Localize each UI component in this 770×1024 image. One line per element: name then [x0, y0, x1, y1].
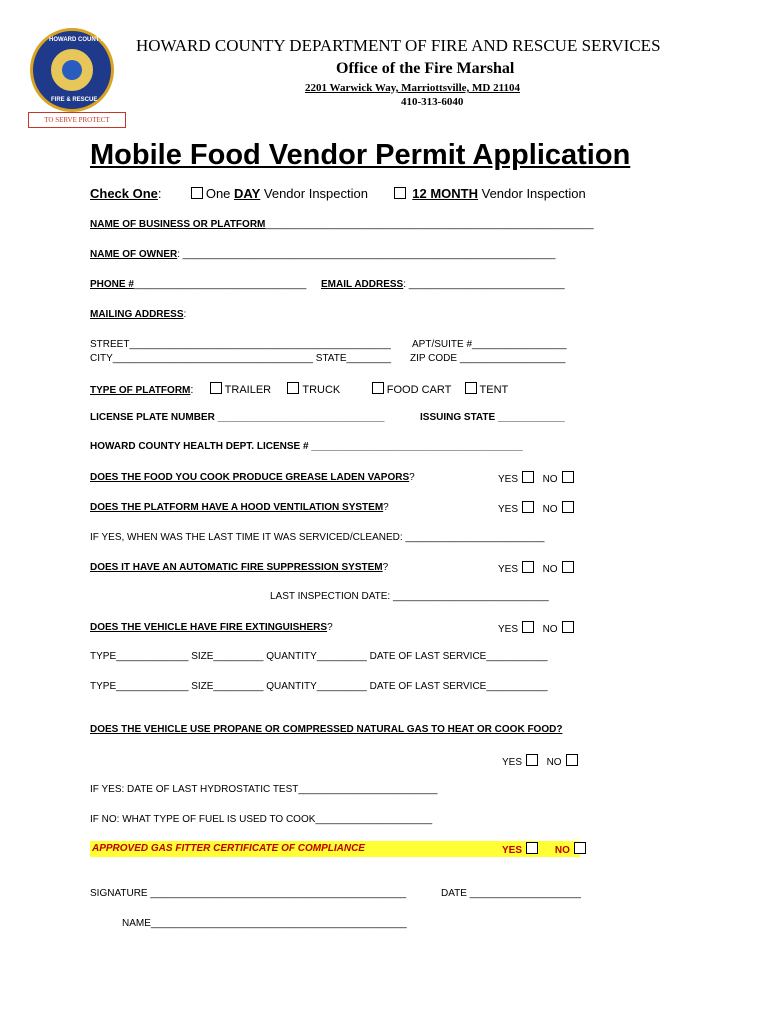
twelve-month-checkbox[interactable]	[394, 187, 406, 199]
check-one-row: Check One: One DAY Vendor Inspection 12 MONTH Vendor Inspection	[90, 186, 586, 201]
one-day-checkbox[interactable]	[191, 187, 203, 199]
seal-emblem	[49, 47, 95, 93]
email-field[interactable]: EMAIL ADDRESS: ____________________________	[321, 279, 565, 290]
street-field[interactable]: STREET_______________________________________________	[90, 339, 391, 350]
hood-yes-no: YES NO	[498, 501, 577, 515]
gas-fitter-question: APPROVED GAS FITTER CERTIFICATE OF COMPLIANCE	[92, 843, 365, 854]
gas-fitter-yes-checkbox[interactable]	[526, 842, 538, 854]
gas-fitter-no-checkbox[interactable]	[574, 842, 586, 854]
propane-yes-no: YES NO	[502, 754, 581, 768]
gas-fitter-yes-no: YES NO	[502, 842, 589, 856]
signature-field[interactable]: SIGNATURE ______________________________________________	[90, 888, 407, 899]
hood-question: DOES THE PLATFORM HAVE A HOOD VENTILATION SYSTEM?	[90, 502, 389, 513]
extinguishers-yes-checkbox[interactable]	[522, 621, 534, 633]
suppression-yes-no: YES NO	[498, 561, 577, 575]
page-title: Mobile Food Vendor Permit Application	[90, 139, 631, 171]
county-seal	[30, 28, 114, 112]
phone-field[interactable]: PHONE #_______________________________	[90, 279, 307, 290]
propane-yes-checkbox[interactable]	[526, 754, 538, 766]
printed-name-field[interactable]: NAME______________________________________________	[122, 918, 407, 929]
grease-question: DOES THE FOOD YOU COOK PRODUCE GREASE LADEN VAPORS?	[90, 472, 415, 483]
tent-checkbox[interactable]	[465, 382, 477, 394]
extinguishers-no-checkbox[interactable]	[562, 621, 574, 633]
mailing-address-label: MAILING ADDRESS:	[90, 309, 187, 320]
food-cart-checkbox[interactable]	[372, 382, 384, 394]
apt-suite-field[interactable]: APT/SUITE #_________________	[412, 339, 567, 350]
owner-name-field[interactable]: NAME OF OWNER: ___________________________________________________________________	[90, 249, 556, 260]
check-one-label: Check One	[90, 186, 158, 201]
zip-code-field[interactable]: ZIP CODE ___________________	[410, 353, 566, 364]
seal-top-text: HOWARD COUNTY	[49, 37, 104, 43]
serviced-date-field[interactable]: IF YES, WHEN WAS THE LAST TIME IT WAS SERVICED/CLEANED: _________________________	[90, 532, 545, 543]
hood-no-checkbox[interactable]	[562, 501, 574, 513]
office-address: 2201 Warwick Way, Marriottsville, MD 21104	[305, 82, 520, 94]
office-phone: 410-313-6040	[401, 96, 464, 108]
extinguishers-yes-no: YES NO	[498, 621, 577, 635]
propane-question: DOES THE VEHICLE USE PROPANE OR COMPRESSED NATURAL GAS TO HEAT OR COOK FOOD?	[90, 724, 563, 735]
extinguishers-question: DOES THE VEHICLE HAVE FIRE EXTINGUISHERS?	[90, 622, 333, 633]
truck-checkbox[interactable]	[287, 382, 299, 394]
license-plate-field[interactable]: LICENSE PLATE NUMBER ______________________________	[90, 412, 385, 423]
seal-bottom-text: FIRE & RESCUE	[51, 97, 98, 103]
issuing-state-field[interactable]: ISSUING STATE ____________	[420, 412, 565, 423]
grease-no-checkbox[interactable]	[562, 471, 574, 483]
platform-type-row: TYPE OF PLATFORM: TRAILER TRUCK FOOD CART TENT	[90, 384, 509, 396]
last-inspection-date-field[interactable]: LAST INSPECTION DATE: ____________________________	[270, 591, 549, 602]
city-state-field[interactable]: CITY____________________________________ STATE________	[90, 353, 392, 364]
department-name: HOWARD COUNTY DEPARTMENT OF FIRE AND RESCUE SERVICES	[136, 36, 661, 55]
fuel-type-field[interactable]: IF NO: WHAT TYPE OF FUEL IS USED TO COOK_____________________	[90, 814, 433, 825]
business-name-field[interactable]: NAME OF BUSINESS OR PLATFORM___________________________________________________________	[90, 219, 594, 230]
hydrostatic-test-field[interactable]: IF YES: DATE OF LAST HYDROSTATIC TEST_________________________	[90, 784, 438, 795]
extinguisher-row-1[interactable]: TYPE_____________ SIZE_________ QUANTITY_________ DATE OF LAST SERVICE___________	[90, 651, 548, 662]
suppression-yes-checkbox[interactable]	[522, 561, 534, 573]
suppression-question: DOES IT HAVE AN AUTOMATIC FIRE SUPPRESSION SYSTEM?	[90, 562, 389, 573]
hood-yes-checkbox[interactable]	[522, 501, 534, 513]
propane-no-checkbox[interactable]	[566, 754, 578, 766]
seal-ribbon: TO SERVE PROTECT	[28, 112, 126, 128]
signature-date-field[interactable]: DATE ____________________	[441, 888, 581, 899]
grease-yes-checkbox[interactable]	[522, 471, 534, 483]
office-name: Office of the Fire Marshal	[336, 60, 515, 77]
suppression-no-checkbox[interactable]	[562, 561, 574, 573]
trailer-checkbox[interactable]	[210, 382, 222, 394]
grease-yes-no: YES NO	[498, 471, 577, 485]
health-license-field[interactable]: HOWARD COUNTY HEALTH DEPT. LICENSE # ______________________________________	[90, 441, 523, 452]
platform-type-label: TYPE OF PLATFORM	[90, 385, 191, 396]
extinguisher-row-2[interactable]: TYPE_____________ SIZE_________ QUANTITY_________ DATE OF LAST SERVICE___________	[90, 681, 548, 692]
